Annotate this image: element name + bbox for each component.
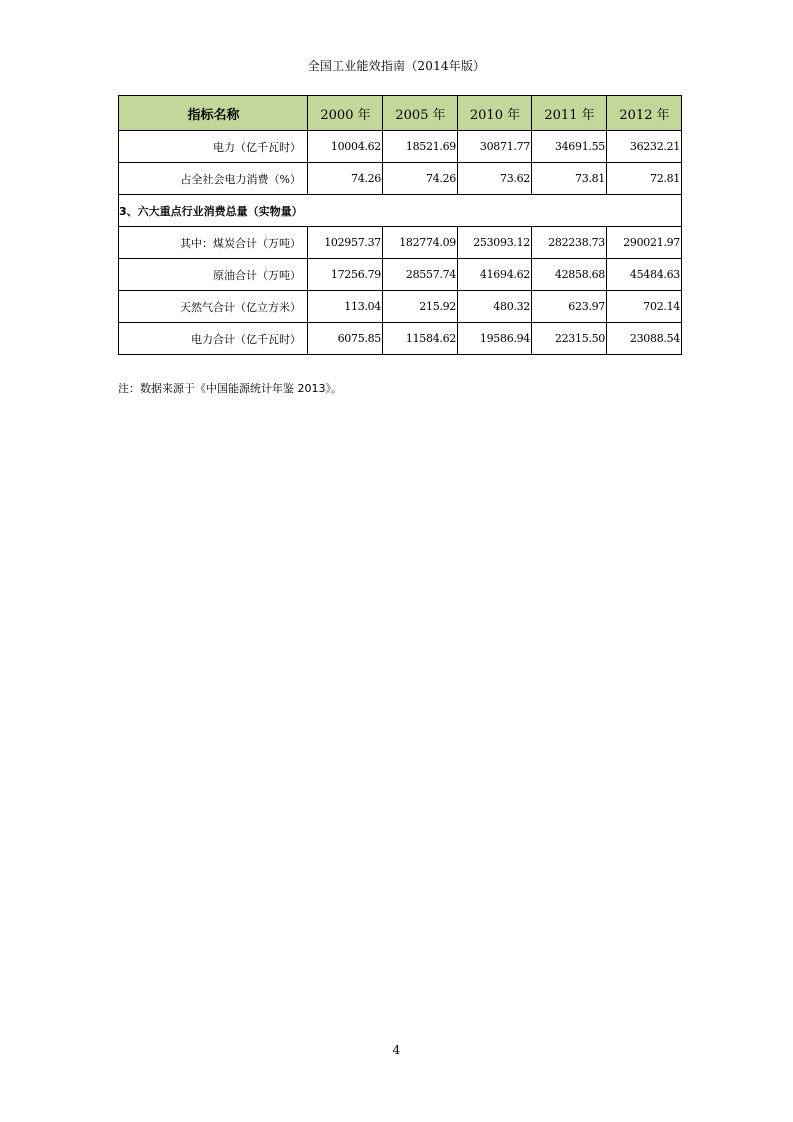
table-row: [119, 291, 682, 323]
table-cell: 73.62: [458, 163, 532, 195]
table-cell: 30871.77: [458, 131, 532, 163]
section-row: [119, 195, 682, 227]
row-label: 电力（亿千瓦时）: [119, 131, 308, 163]
row-label: 电力合计（亿千瓦时）: [119, 323, 308, 355]
table-cell: 23088.54: [607, 323, 682, 355]
table-cell: 45484.63: [607, 259, 682, 291]
page-header-title: 全国工业能效指南（2014年版）: [307, 59, 486, 73]
table-cell: 182774.09: [383, 227, 458, 259]
row-label: 占全社会电力消费（%）: [119, 163, 308, 195]
table-cell: 702.14: [607, 291, 682, 323]
table-cell: 623.97: [532, 291, 607, 323]
table-row: [119, 163, 682, 195]
table-row: [119, 131, 682, 163]
row-label: 原油合计（万吨）: [119, 259, 308, 291]
column-header-2005: 2005 年: [383, 96, 458, 131]
table-cell: 480.32: [458, 291, 532, 323]
table-cell: 36232.21: [607, 131, 682, 163]
table-header-row: [119, 96, 682, 131]
table-cell: 10004.62: [308, 131, 383, 163]
table-cell: 74.26: [383, 163, 458, 195]
table-cell: 19586.94: [458, 323, 532, 355]
table-cell: 102957.37: [308, 227, 383, 259]
table-cell: 215.92: [383, 291, 458, 323]
table-cell: 74.26: [308, 163, 383, 195]
table-cell: 290021.97: [607, 227, 682, 259]
table-cell: 28557.74: [383, 259, 458, 291]
table-cell: 42858.68: [532, 259, 607, 291]
column-header-2012: 2012 年: [607, 96, 682, 131]
table-cell: 17256.79: [308, 259, 383, 291]
table-cell: 41694.62: [458, 259, 532, 291]
table-cell: 34691.55: [532, 131, 607, 163]
table-cell: 6075.85: [308, 323, 383, 355]
table-cell: 73.81: [532, 163, 607, 195]
row-label: 天然气合计（亿立方米）: [119, 291, 308, 323]
source-note: 注：数据来源于《中国能源统计年鉴 2013》。: [118, 382, 342, 395]
column-header-indicator-name: 指标名称: [119, 96, 308, 131]
page-number: 4: [392, 1043, 401, 1057]
table-cell: 22315.50: [532, 323, 607, 355]
table-cell: 113.04: [308, 291, 383, 323]
table-row: [119, 227, 682, 259]
table-row: [119, 323, 682, 355]
section-title: 3、六大重点行业消费总量（实物量）: [119, 195, 682, 227]
column-header-2010: 2010 年: [458, 96, 532, 131]
table-cell: 72.81: [607, 163, 682, 195]
column-header-2011: 2011 年: [532, 96, 607, 131]
table-cell: 11584.62: [383, 323, 458, 355]
column-header-2000: 2000 年: [308, 96, 383, 131]
table-cell: 18521.69: [383, 131, 458, 163]
energy-data-table: [118, 95, 682, 355]
table-row: [119, 259, 682, 291]
table-cell: 282238.73: [532, 227, 607, 259]
table-cell: 253093.12: [458, 227, 532, 259]
row-label: 其中：煤炭合计（万吨）: [119, 227, 308, 259]
